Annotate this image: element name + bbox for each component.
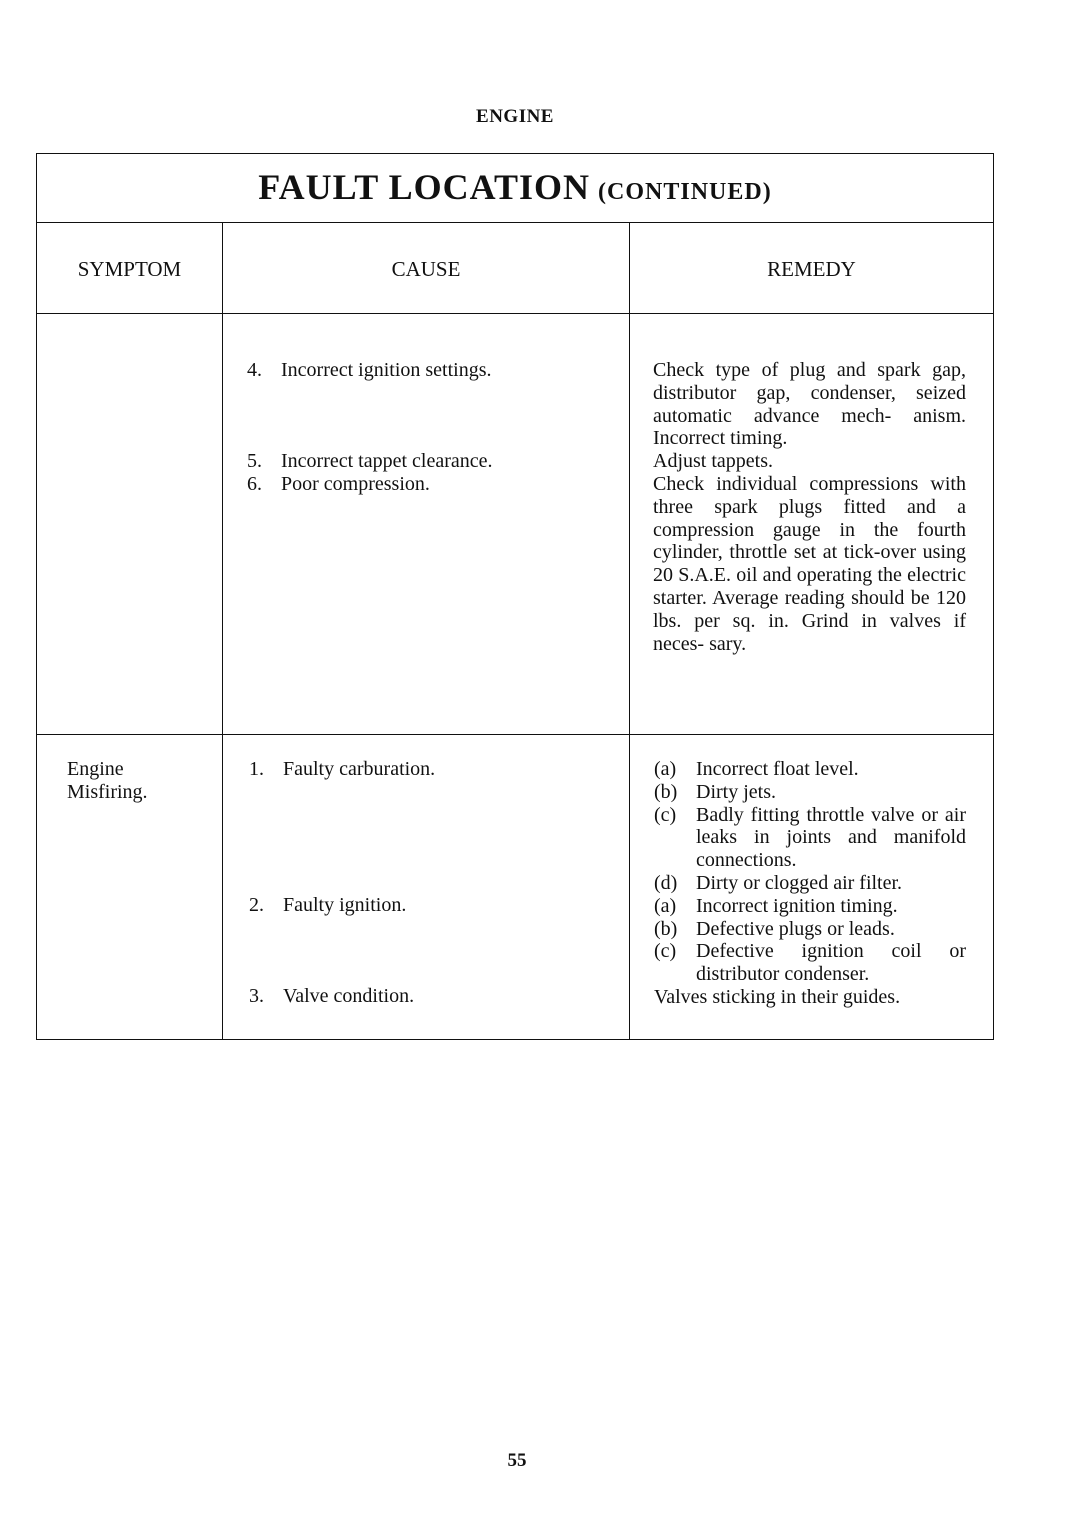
remedy-text: Incorrect float level. [696,758,859,780]
remedy-item [654,758,966,781]
table-row-1-remedy-1: Check type of plug and spark gap, distributor gap, condenser, seized automatic advance mech- anism. Incorrect timing. [653,359,966,450]
remedy-text: Valves sticking in their guides. [654,985,901,1008]
cause-number: 5. [247,450,262,472]
table-row-1-cause-5 [247,450,607,473]
row-divider [37,734,993,735]
table-row-1-remedy-3: Check individual compressions with three spark plugs fitted and a compression gauge in the fourth cylinder, throttle set at tick-over using 20 S.A.E. oil and operating the electric starter. Average reading should be 120 lbs. per sq. in. Grind in valves if neces- sary. [653,473,966,655]
remedy-letter: (c) [654,803,677,826]
table-row-2-cause-1 [249,758,609,781]
remedy-letter: (c) [654,940,677,963]
cause-text: Poor compression. [281,473,430,495]
table-row-2-cause-2 [249,894,609,917]
table-row-2-remedies [654,758,966,1009]
table-title-sub: (CONTINUED) [598,179,772,205]
column-header-remedy: REMEDY [767,257,856,281]
header-row-divider [37,313,993,314]
table-row-2-symptom [67,758,217,804]
column-header-cause: CAUSE [391,257,461,281]
table-row-2-cause-3 [249,985,609,1008]
cause-text: Valve condition. [283,985,415,1007]
cause-number: 6. [247,473,262,495]
remedy-letter: (a) [654,894,677,917]
column-divider-1 [222,223,223,1039]
column-header-symptom: SYMPTOM [77,257,182,281]
symptom-line-2: Misfiring. [67,780,148,803]
remedy-letter: (d) [654,871,678,894]
table-title-main: FAULT LOCATION [258,167,591,207]
cause-number: 3. [249,985,264,1007]
remedy-text: Incorrect ignition timing. [696,894,898,917]
remedy-item [654,895,966,918]
remedy-letter: (b) [654,917,678,940]
remedy-text: Defective plugs or leads. [696,917,895,940]
fault-location-table [36,153,994,1040]
remedy-text: Dirty or clogged air filter. [696,871,903,894]
remedy-text: Defective ignition coil or distributor condenser. [696,940,966,986]
remedy-text: Badly fitting throttle valve or air leaks in joints and manifold connections. [696,803,966,872]
remedy-item [654,918,966,941]
remedy-letter: (a) [654,758,677,780]
cause-text: Incorrect tappet clearance. [281,450,493,472]
cause-number: 2. [249,894,264,916]
remedy-text: Dirty jets. [696,780,776,803]
cause-text: Incorrect ignition settings. [281,359,492,381]
table-row-1-cause-6 [247,473,607,496]
remedy-item [654,986,966,1009]
table-title [37,154,993,223]
table-row-1-cause-4 [247,359,607,382]
cause-text: Faulty ignition. [283,894,407,916]
remedy-item [654,804,966,872]
remedy-item [654,781,966,804]
cause-text: Faulty carburation. [283,758,436,780]
symptom-line-1: Engine [67,758,124,780]
cause-number: 4. [247,359,262,381]
cause-number: 1. [249,758,264,780]
table-row-1-remedy-2: Adjust tappets. [653,450,773,472]
remedy-item [654,872,966,895]
remedy-letter: (b) [654,780,678,803]
section-header: ENGINE [476,106,554,127]
page-number: 55 [507,1450,527,1471]
column-divider-2 [629,223,630,1039]
remedy-item [654,940,966,986]
